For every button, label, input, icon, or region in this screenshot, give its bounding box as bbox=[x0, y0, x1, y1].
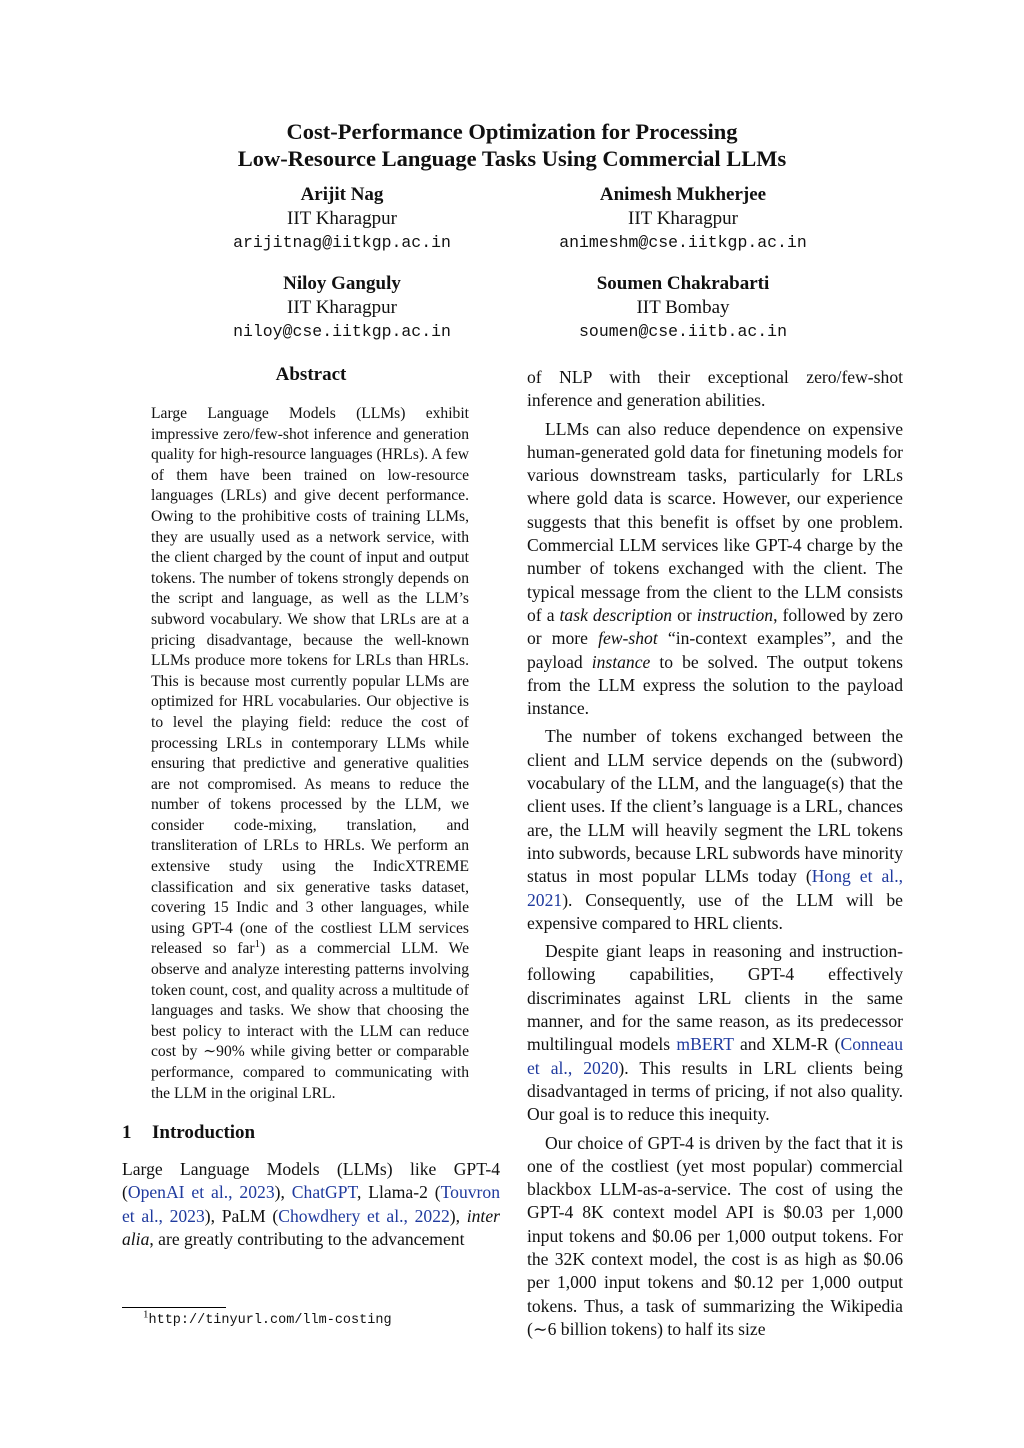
author-name: Arijit Nag bbox=[300, 184, 384, 205]
citation-link[interactable]: Chowdhery et al., 2022 bbox=[278, 1205, 450, 1226]
intro-paragraph bbox=[122, 1158, 500, 1251]
abstract-text bbox=[151, 404, 469, 1104]
author-block-2 bbox=[513, 183, 853, 255]
intro-paragraph-3 bbox=[527, 725, 903, 935]
author-block-3 bbox=[172, 272, 512, 344]
left-column bbox=[122, 364, 500, 1251]
author-name: Animesh Mukherjee bbox=[599, 184, 767, 205]
author-affiliation: IIT Bombay bbox=[636, 297, 730, 318]
italic-text: instruction bbox=[696, 604, 774, 625]
author-affiliation: IIT Kharagpur bbox=[628, 208, 738, 229]
author-affiliation: IIT Kharagpur bbox=[287, 208, 397, 229]
text-span: , followed by zero or more bbox=[527, 604, 903, 649]
author-affiliation: IIT Kharagpur bbox=[287, 297, 397, 318]
intro-paragraph-continued: of NLP with their exceptional zero/few-shot inference and generation abilities. bbox=[527, 367, 903, 411]
author-name: Niloy Ganguly bbox=[283, 273, 401, 294]
intro-paragraph-4 bbox=[527, 940, 903, 1126]
italic-text: instance bbox=[591, 651, 651, 672]
citation-link[interactable]: Conneau et al., 2020 bbox=[527, 1034, 903, 1078]
text-span: ). This results in LRL clients being disadvantaged in terms of pricing, if not also quality. Our goal is to reduce this inequity. bbox=[527, 1057, 903, 1125]
text-span: and XLM-R ( bbox=[733, 1034, 841, 1055]
italic-text: task description bbox=[559, 604, 673, 625]
italic-text: few-shot bbox=[598, 628, 658, 649]
author-email[interactable]: animeshm@cse.iitkgp.ac.in bbox=[559, 233, 807, 252]
abstract-heading: Abstract bbox=[275, 364, 347, 385]
text-span: ). Consequently, use of the LLM will be expensive compared to HRL clients. bbox=[527, 889, 903, 933]
footnote-marker[interactable]: 1 bbox=[254, 938, 261, 951]
citation-link[interactable]: Touvron et al., 2023 bbox=[122, 1182, 501, 1226]
author-email[interactable]: niloy@cse.iitkgp.ac.in bbox=[233, 322, 451, 341]
italic-text: inter alia bbox=[122, 1205, 500, 1250]
paper-title bbox=[112, 118, 912, 172]
intro-paragraph-5: Our choice of GPT-4 is driven by the fact that it is one of the costliest (yet most popular) commercial blackbox LLM-as-a-service. The cost of using the GPT-4 8K context model API is $0.03 per 1,000 input tokens and $0.06 per 1,000 output tokens. For the 32K context model, the cost is as high as $0.06 per 1,000 input tokens and $0.12 per 1,000 output tokens. Thus, a task of summarizing the Wikipedia (∼6 billion tokens) to half its size bbox=[527, 1132, 903, 1339]
author-name: Soumen Chakrabarti bbox=[596, 273, 770, 294]
author-email[interactable]: soumen@cse.iitb.ac.in bbox=[579, 322, 787, 341]
footnote bbox=[143, 1308, 392, 1328]
text-span: ), bbox=[274, 1182, 292, 1203]
abstract-part-1: Large Language Models (LLMs) exhibit impressive zero/few-shot inference and generation quality for high-resource languages (HRLs). A few of them have been trained on low-resource languages (LRLs) and give decent performance. Owing to the prohibitive costs of training LLMs, they are usually used as a network service, with the client charged by the count of input and output tokens. The number of tokens strongly depends on the script and language, as well as the LLM’s subword vocabulary. We show that LRLs are at a pricing disadvantage, because the well-known LLMs produce more tokens for LRLs than HRLs. This is because most currently popular LLMs are optimized for HRL vocabularies. Our objective is to level the playing field: reduce the cost of processing LRLs in contemporary LLMs while ensuring that predictive and generative qualities are not compromised. As means to reduce the number of tokens processed by the LLM, we consider code-mixing, translation, and transliteration of LRLs to HRLs. We perform an extensive study using the IndicXTREME classification and six generative tasks dataset, covering 15 Indic and 3 other languages, while using GPT-4 (one of the costliest LLM services released so far bbox=[151, 405, 469, 958]
text-span: , are greatly contributing to the advancement bbox=[149, 1229, 465, 1250]
section-heading-introduction bbox=[122, 1122, 500, 1144]
text-span: , Llama-2 ( bbox=[356, 1182, 441, 1203]
author-email[interactable]: arijitnag@iitkgp.ac.in bbox=[233, 233, 451, 252]
footnote-url-link[interactable]: http://tinyurl.com/llm-costing bbox=[148, 1313, 392, 1328]
text-span: “in-context examples”, and the payload bbox=[527, 628, 903, 672]
section-number: 1 bbox=[122, 1122, 132, 1144]
text-span: ), PaLM ( bbox=[204, 1205, 279, 1226]
text-span: Large Language Models (LLMs) like GPT-4 ( bbox=[122, 1159, 500, 1203]
text-span: or bbox=[672, 604, 697, 625]
author-block-1 bbox=[172, 183, 512, 255]
citation-link[interactable]: ChatGPT bbox=[291, 1182, 357, 1203]
text-span: LLMs can also reduce dependence on expensive human-generated gold data for finetuning models for various downstream tasks, particularly for LRLs where gold data is scarce. However, our experience suggests that this benefit is offset by one problem. Commercial LLM services like GPT-4 charge by the number of tokens exchanged with the client. The typical message from the client to the LLM consists of a bbox=[527, 418, 903, 625]
right-column bbox=[527, 366, 903, 1341]
abstract-part-2: ) as a commercial LLM. We observe and analyze interesting patterns involving token count, cost, and quality across a multitude of languages and tasks. We show that choosing the best policy to interact with the LLM can reduce cost by ∼90% while giving better or comparable performance, compared to communicating with the LLM in the original LRL. bbox=[151, 940, 470, 1102]
citation-link[interactable]: OpenAI et al., 2023 bbox=[127, 1182, 275, 1203]
citation-link[interactable]: mBERT bbox=[676, 1034, 734, 1055]
intro-paragraph-2 bbox=[527, 418, 903, 721]
author-block-4 bbox=[513, 272, 853, 344]
footnote-divider bbox=[122, 1307, 226, 1308]
title-line-2: Low-Resource Language Tasks Using Commercial LLMs bbox=[237, 146, 787, 171]
footnote-number: 1 bbox=[143, 1308, 149, 1321]
text-span: to be solved. The output tokens from the LLM express the solution to the payload instance. bbox=[527, 651, 904, 719]
section-title: Introduction bbox=[152, 1122, 256, 1144]
text-span: Despite giant leaps in reasoning and instruction-following capabilities, GPT-4 effectively discriminates against LRL clients in the same manner, and for the same reason, as its predecessor multilingual models bbox=[527, 941, 903, 1055]
text-span: The number of tokens exchanged between the client and LLM service depends on the (subword) vocabulary of the LLM, and the language(s) that the client uses. If the client’s language is a LRL, chances are, the LLM will heavily segment the LRL tokens into subwords, because LRL subwords have minority status in most popular LLMs today ( bbox=[527, 726, 903, 887]
title-line-1: Cost-Performance Optimization for Processing bbox=[286, 119, 738, 144]
text-span: ), bbox=[449, 1205, 467, 1226]
citation-link[interactable]: Hong et al., 2021 bbox=[527, 866, 903, 910]
